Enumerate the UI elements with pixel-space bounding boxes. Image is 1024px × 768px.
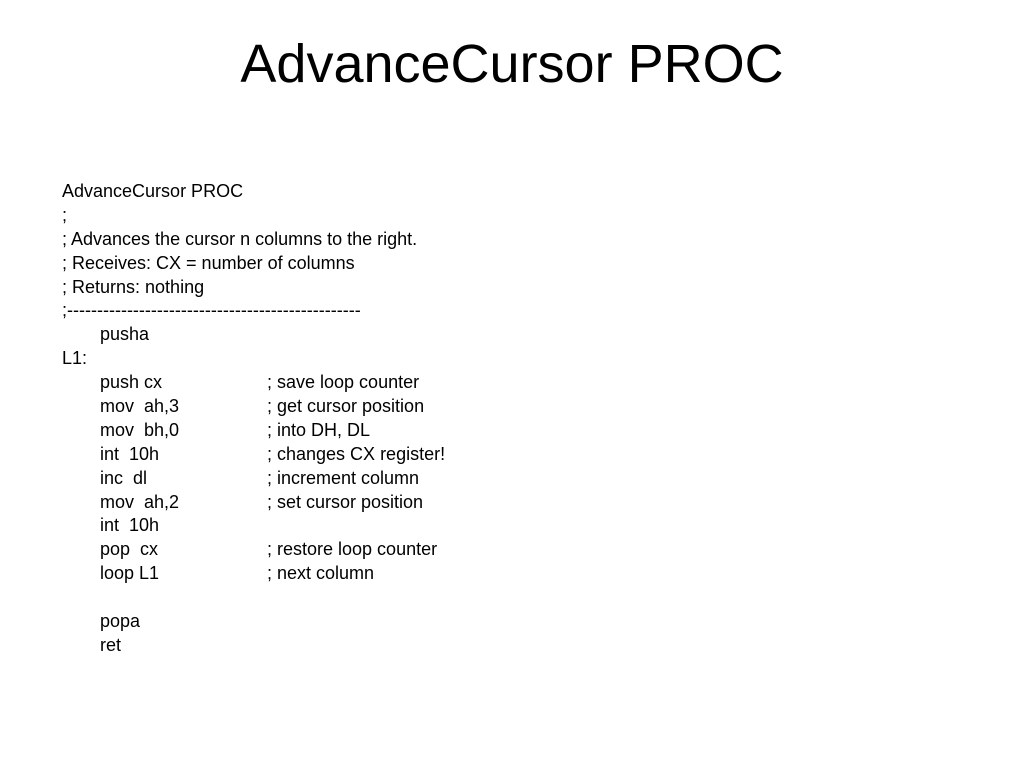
slide-title: AdvanceCursor PROC (240, 34, 784, 94)
code-instruction: inc dl (100, 467, 148, 488)
code-line (62, 538, 962, 562)
code-line (62, 395, 962, 419)
code-line (62, 419, 962, 443)
code-line (62, 467, 962, 491)
code-line (62, 204, 962, 228)
code-line (62, 371, 962, 395)
code-instruction: push cx (100, 372, 163, 393)
code-comment: ; get cursor position (267, 396, 425, 417)
code-comment: ; restore loop counter (267, 539, 438, 560)
code-instruction: mov bh,0 (100, 419, 180, 440)
code-line (62, 514, 962, 538)
code-instruction: pusha (100, 324, 150, 345)
code-comment: ; next column (267, 563, 375, 584)
code-instruction: pop cx (100, 539, 159, 560)
code-instruction: ; (62, 204, 68, 225)
code-line (62, 347, 962, 371)
code-comment: ; changes CX register! (267, 443, 446, 464)
code-instruction: int 10h (100, 515, 160, 536)
code-instruction: popa (100, 611, 141, 632)
code-instruction: ; Receives: CX = number of columns (62, 252, 355, 273)
code-comment: ; set cursor position (267, 491, 424, 512)
code-instruction: AdvanceCursor PROC (62, 181, 244, 201)
code-line (62, 443, 962, 467)
code-instruction: loop L1 (100, 563, 160, 584)
code-line (62, 586, 962, 610)
code-line (62, 252, 962, 276)
code-line (62, 228, 962, 252)
code-line (62, 562, 962, 586)
code-line (62, 180, 962, 204)
code-line (62, 276, 962, 300)
code-line (62, 491, 962, 515)
code-instruction: ; Advances the cursor n columns to the right. (62, 228, 418, 249)
code-instruction: mov ah,2 (100, 491, 180, 512)
code-listing (62, 180, 962, 658)
code-line (62, 323, 962, 347)
code-instruction: ret (100, 634, 122, 655)
code-instruction: ;------------------------------------------------- (62, 300, 361, 321)
code-comment: ; increment column (267, 467, 420, 488)
code-line (62, 610, 962, 634)
code-comment: ; save loop counter (267, 372, 420, 393)
code-line (62, 634, 962, 658)
code-comment: ; into DH, DL (267, 419, 371, 440)
code-instruction: mov ah,3 (100, 396, 180, 417)
code-instruction: int 10h (100, 443, 160, 464)
code-instruction: ; Returns: nothing (62, 276, 205, 297)
code-line (62, 299, 962, 323)
code-instruction: L1: (62, 348, 88, 369)
